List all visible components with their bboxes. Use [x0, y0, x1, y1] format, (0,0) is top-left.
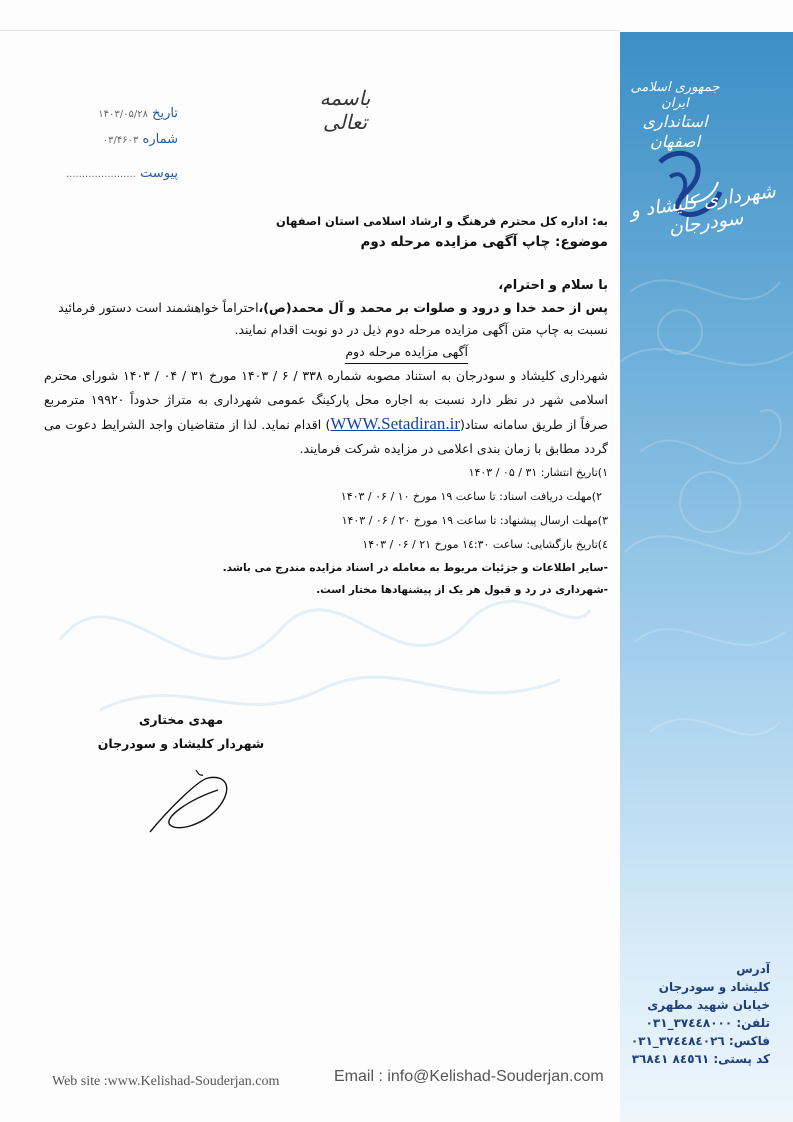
signer-name: مهدی مختاری: [138, 712, 224, 727]
ad-title: آگهی مزایده مرحله دوم: [345, 341, 468, 364]
address-block: [598, 960, 770, 1068]
handwritten-signature-icon: [148, 770, 238, 840]
paragraph-2: نسبت به چاپ متن آگهی مزایده مرحله دوم ذیل در دو نوبت اقدام نمایند.: [234, 322, 608, 337]
signer-title: شهردار کلیشاد و سودرجان: [97, 736, 265, 751]
ad-body: [44, 364, 608, 461]
ad-body-part-b: ) اقدام نماید. لذا از متقاضیان واجد الشرایط دعوت می گردد مطابق با زمان بندی اعلامی در مزایده شرکت فرمایند.: [44, 417, 608, 456]
date-label: تاریخ: [152, 106, 178, 121]
list-item: ۱)تاریخ انتشار: ۳۱ / ۰۵ / ۱۴۰۳: [468, 466, 608, 479]
letter-body: [44, 213, 608, 601]
greeting-line: با سلام و احترام،: [498, 278, 608, 293]
address-line-2: خیابان شهید مطهری: [647, 998, 770, 1012]
logo-caption: [630, 80, 720, 152]
website-link[interactable]: Web site :www.Kelishad-Souderjan.com: [52, 1074, 280, 1089]
basmala-heading: باسمه تعالی: [319, 86, 371, 134]
attachment-dots: ......................: [66, 169, 136, 180]
email-link[interactable]: Email : info@Kelishad-Souderjan.com: [334, 1068, 604, 1085]
logo-country: جمهوری اسلامی ایران: [630, 80, 720, 111]
attachment-row: [28, 166, 178, 181]
paragraph-1-bold: پس از حمد خدا و درود و صلوات بر محمد و آل محمد(ص)،: [258, 300, 608, 315]
list-item: ٤)تاریخ بازگشایی: ساعت ١٤:٣٠ مورخ ۲۱ / ۰۶ / ۱۴۰۳: [362, 538, 608, 551]
top-rule: [0, 30, 620, 31]
list-item: ۲)مهلت دریافت اسناد: تا ساعت ۱۹ مورخ ۱۰ / ۰۶ / ۱۴۰۳: [340, 490, 602, 503]
phone-number: تلفن: ۳۷٤٤۸۰۰۰_۰۳۱: [645, 1016, 770, 1030]
logo-municipality-name: شهرداری کلیشاد و سودرجان: [628, 180, 778, 239]
number-row: [28, 132, 178, 147]
list-item: ۳)مهلت ارسال پیشنهاد: تا ساعت ۱۹ مورخ ۲۰ / ۰۶ / ۱۴۰۳: [341, 514, 608, 527]
schedule-list: [44, 461, 608, 557]
number-value: ۰۳/۴۶۰۳: [102, 135, 139, 146]
list-item: -شهرداری در رد و قبول هر یک از پیشنهادها مختار است.: [316, 584, 608, 596]
address-label: آدرس: [736, 962, 770, 976]
fax-number: فاکس: ۳۷٤٤٨٤٠٢٦_۰۳۱: [630, 1034, 770, 1048]
ad-body-part-a: شهرداری کلیشاد و سودرجان به استناد مصوبه شماره ۳۳۸ / ۶ / ۱۴۰۳ مورخ ۳۱ / ۰۴ / ۱۴۰۳ شورای محترم اسلامی شهر در نظر دارد نسبت به اجاره محل پارکینگ عمومی شهرداری به متراژ حدوداً ۱۹۹۲۰ مترمربع صرفاً از طریق سامانه ستاد(: [44, 368, 609, 432]
paragraph-1-rest: احتراماً خواهشمند است دستور فرمائید: [58, 300, 259, 315]
notes-list: [44, 557, 608, 601]
setadiran-link[interactable]: WWW.Setadiran.ir: [330, 414, 461, 433]
date-value: ۱۴۰۳/۰۵/۲۸: [98, 109, 148, 120]
paragraph-1: [44, 297, 608, 319]
number-label: شماره: [142, 132, 178, 147]
list-item: -سایر اطلاعات و جزئیات مربوط به معامله در اسناد مزایده مندرج می باشد.: [222, 562, 608, 574]
address-line-1: کلیشاد و سودرجان: [658, 980, 770, 994]
signature-block: [96, 708, 266, 756]
logo-province: استانداری اصفهان: [642, 112, 708, 151]
postal-code: کد پستی: ٨٤٥٦١ ٣٦٨٤١: [631, 1052, 770, 1066]
attachment-label: پیوست: [140, 166, 178, 181]
recipient-line: به: اداره کل محترم فرهنگ و ارشاد اسلامی استان اصفهان: [276, 214, 608, 228]
date-row: [28, 106, 178, 121]
subject-line: موضوع: چاپ آگهی مزایده مرحله دوم: [360, 234, 608, 250]
footer: [52, 1068, 652, 1090]
